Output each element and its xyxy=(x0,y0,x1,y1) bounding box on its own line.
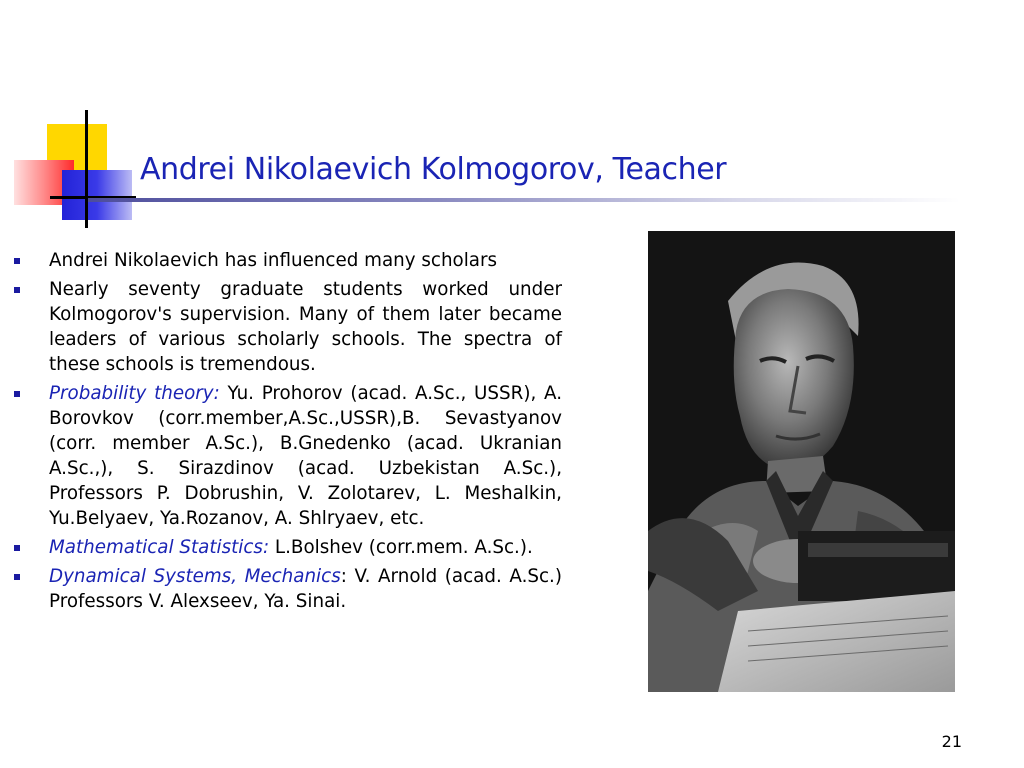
bullet-marker xyxy=(14,258,20,264)
bullet-text: : V. Arnold (acad. A.Sc.) Professors V. Alexseev, Ya. Sinai. xyxy=(49,566,562,612)
portrait-drawing xyxy=(648,231,955,692)
bullet-marker xyxy=(14,287,20,293)
portrait-photo xyxy=(648,231,955,692)
bullet-emphasis: Mathematical Statistics: xyxy=(49,537,270,558)
bullet-item xyxy=(14,248,562,273)
bullet-list xyxy=(14,248,562,618)
bullet-text: Yu. Prohorov (acad. A.Sc., USSR), A. Borovkov (corr.member,A.Sc.,USSR),B. Sevastyanov (corr. member A.Sc.), B.Gnedenko (acad. Ukranian A.Sc.,), S. Sirazdinov (acad. Uzbekistan A.Sc.), Professors P. Dobrushin, V. Zolotarev, L. Meshalkin, Yu.Belyaev, Ya.Rozanov, A. Shlryaev, etc. xyxy=(49,383,563,529)
bullet-item xyxy=(14,535,562,560)
bullet-item xyxy=(14,381,562,531)
title-underline xyxy=(88,198,960,202)
logo-vertical-line xyxy=(85,110,88,228)
logo-blue-square xyxy=(62,170,132,220)
decorative-logo xyxy=(0,0,160,240)
slide-title: Andrei Nikolaevich Kolmogorov, Teacher xyxy=(140,152,727,187)
bullet-emphasis: Dynamical Systems, Mechanics xyxy=(49,566,341,587)
bullet-emphasis: Probability theory: xyxy=(49,383,220,404)
bullet-item xyxy=(14,277,562,377)
page-number: 21 xyxy=(941,732,962,751)
bullet-marker xyxy=(14,574,20,580)
bullet-marker xyxy=(14,545,20,551)
bullet-text: Nearly seventy graduate students worked under Kolmogorov's supervision. Many of them later became leaders of various scholarly schools. The spectra of these schools is tremendous. xyxy=(49,279,562,375)
bullet-text: L.Bolshev (corr.mem. A.Sc.). xyxy=(269,537,533,558)
bullet-item xyxy=(14,564,562,614)
bullet-text: Andrei Nikolaevich has influenced many scholars xyxy=(49,250,498,271)
bullet-marker xyxy=(14,391,20,397)
